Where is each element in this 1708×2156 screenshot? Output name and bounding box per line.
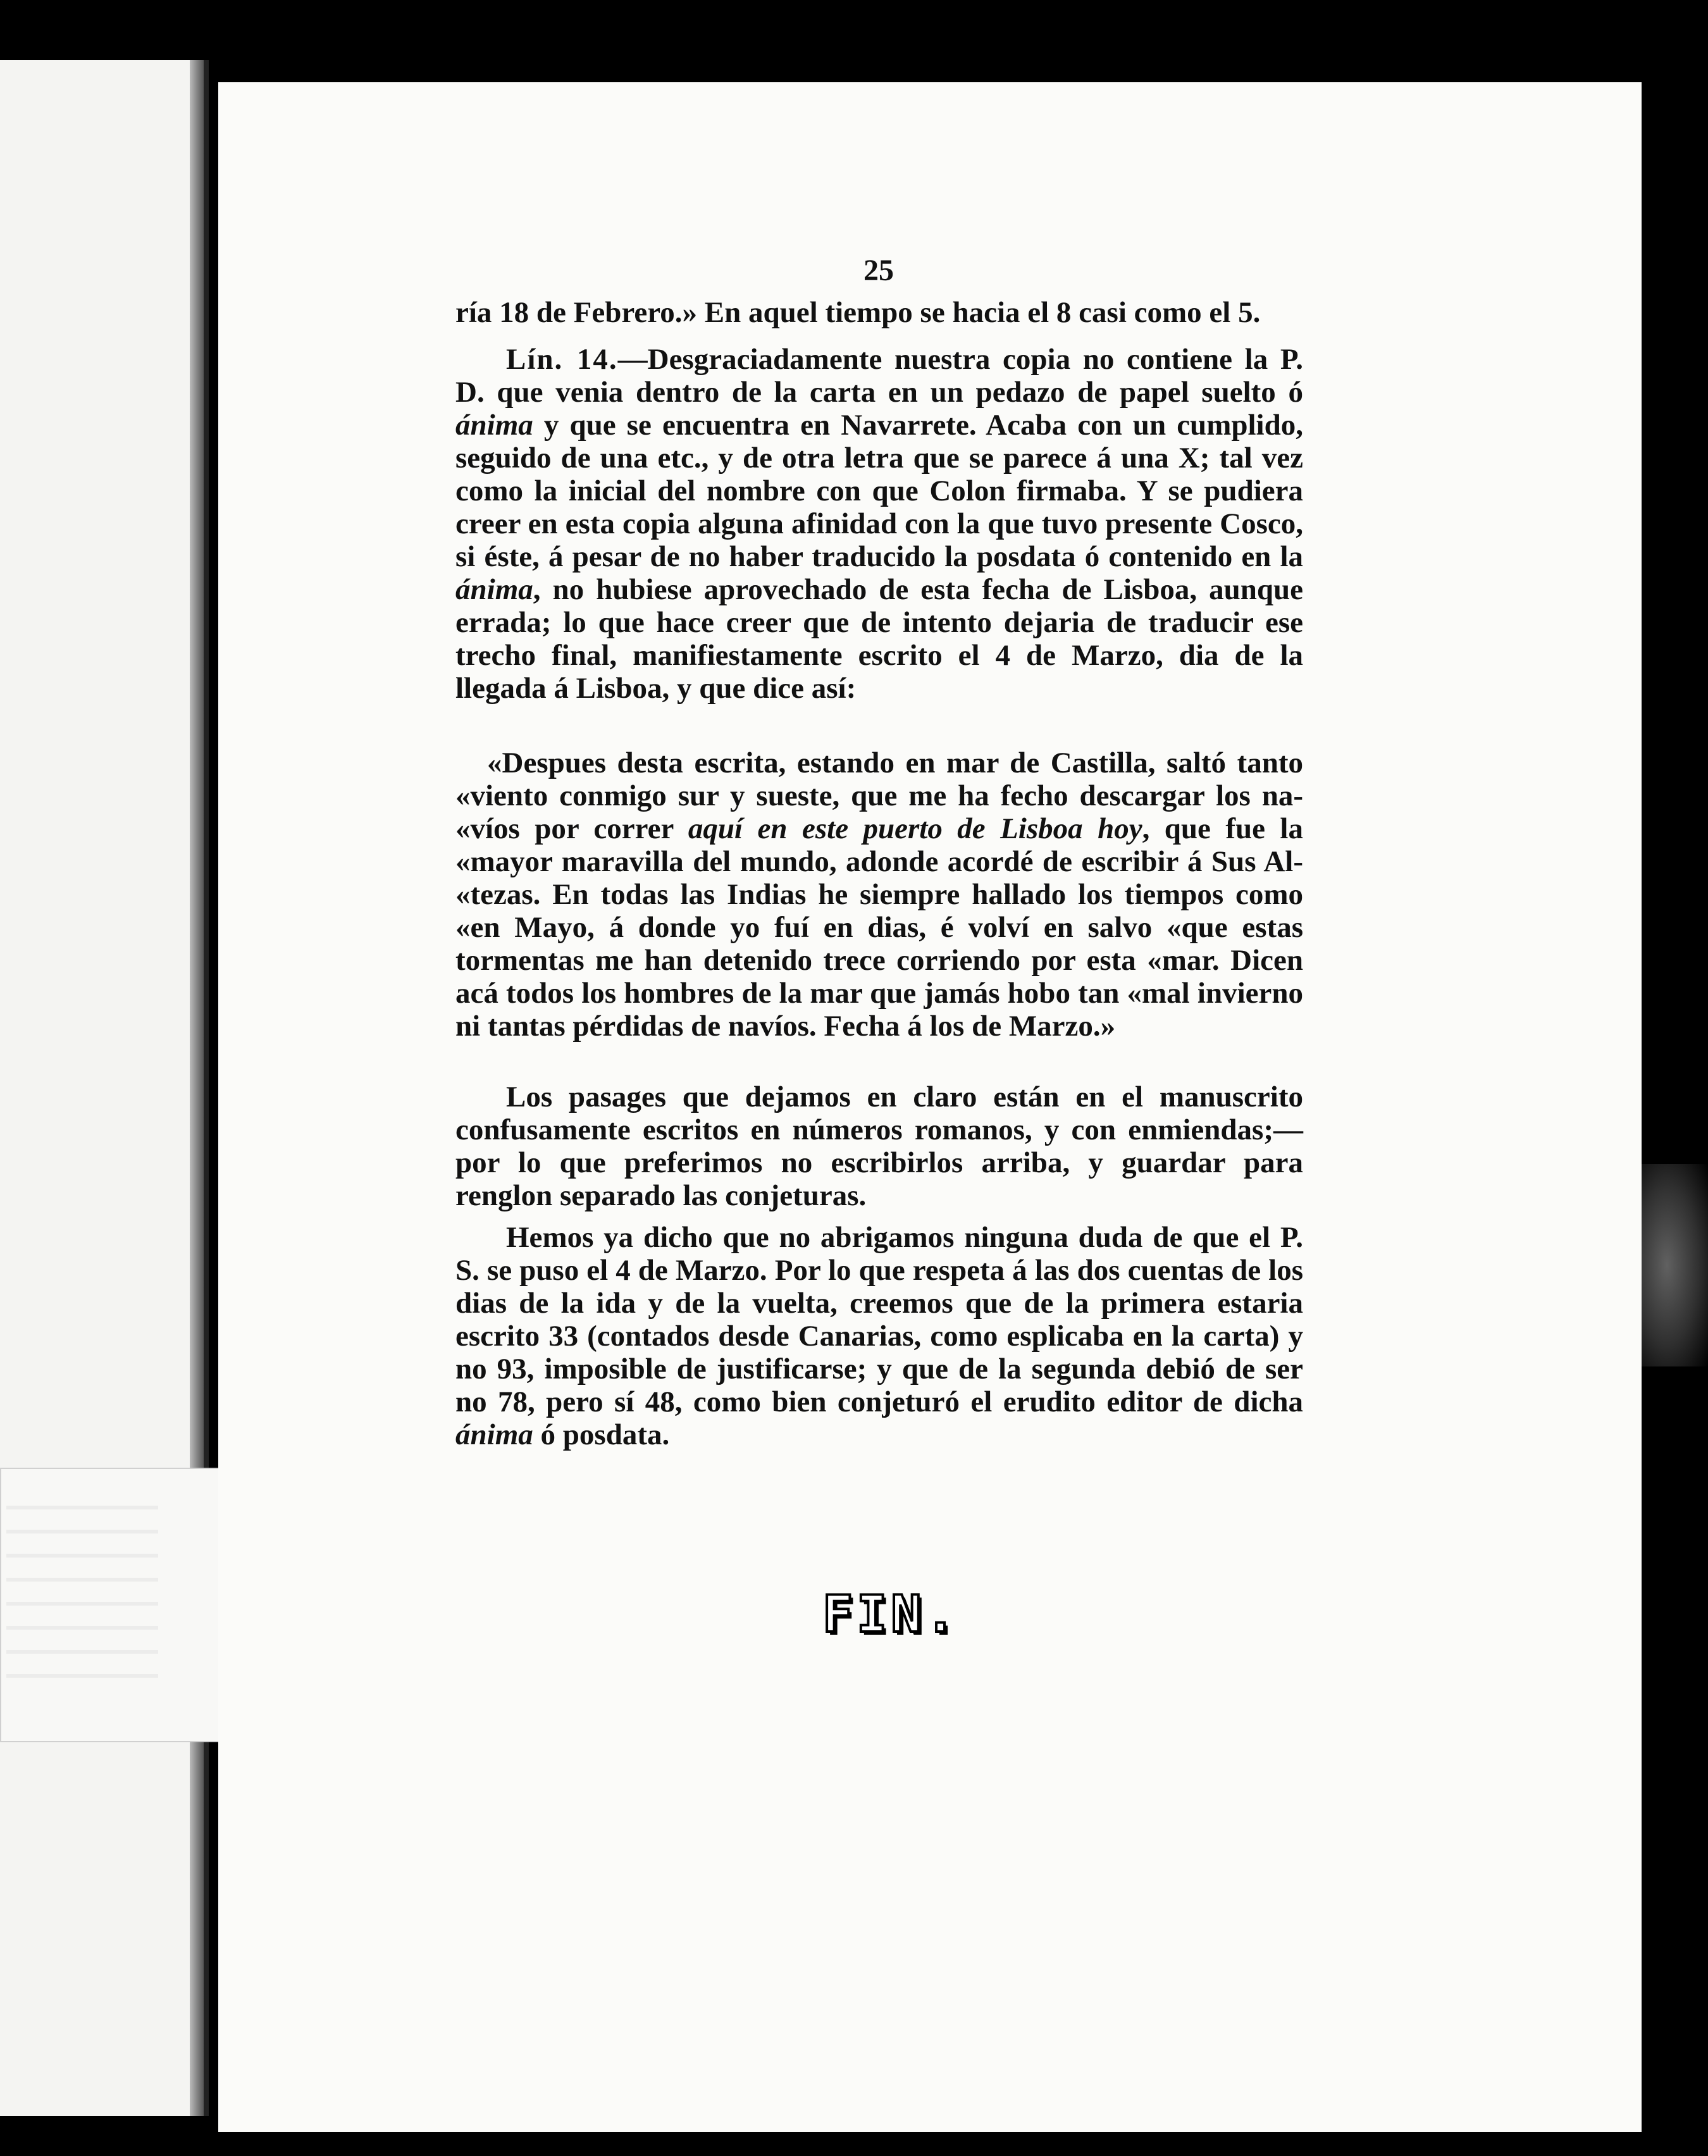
slip-faint-text	[6, 1506, 158, 1695]
paragraph-hemos	[455, 1221, 1303, 1451]
hemos-italic: ánima	[455, 1418, 533, 1451]
paragraph-lin14	[455, 343, 1303, 705]
hemos-end: ó posdata.	[533, 1418, 670, 1451]
quote-italic: aquí en este puerto de Lisboa hoy	[688, 812, 1142, 845]
paragraph-continuation: ría 18 de Febrero.» En aquel tiempo se hacia el 8 casi como el 5.	[455, 296, 1261, 329]
facing-page-edge	[0, 60, 209, 2116]
gutter-shadow	[190, 60, 204, 2116]
lin14-anima-2: ánima	[455, 573, 533, 606]
scan-right-margin	[1657, 0, 1708, 2156]
quote-part-2: , que fue la «mayor maravilla del mundo, adonde acordé de escribir á Sus Al- «tezas. En todas las Indias he siempre hallado los tiempos como «en Mayo, á donde yo fuí en dias, é volví en salvo «que estas tormentas me han detenido trece corriendo por esta «mar. Dicen acá todos los hombres de la mar que jamás hobo tan «mal invierno ni tantas pérdidas de navíos. Fecha á los de Marzo.»	[455, 812, 1303, 1043]
lin14-intro: —Desgraciadamente nuestra copia no contiene la P. D. que venia dentro de la carta en un pedazo de papel suelto ó	[455, 343, 1303, 409]
quoted-postscript	[455, 747, 1303, 1043]
lin14-anima-1: ánima	[455, 409, 533, 442]
paragraph-pasages: Los pasages que dejamos en claro están en el manuscrito confusamente escritos en números romanos, y con enmiendas;—por lo que preferimos no escribirlos arriba, y guardar para renglon separado las conjeturas.	[455, 1081, 1303, 1212]
page-number: 25	[863, 254, 894, 287]
line-reference-heading: Lín. 14.	[506, 343, 618, 376]
quote-part-1: «Despues desta escrita, estando en mar de Castilla, saltó tanto «viento conmigo sur y sueste, que me ha fecho descargar los na- «víos por correr	[455, 747, 1303, 845]
hemos-text: Hemos ya dicho que no abrigamos ninguna duda de que el P. S. se puso el 4 de Marzo. Por lo que respeta á las dos cuentas de los dias de la ida y de la vuelta, creemos que de la primera estaria escrito 33 (contados desde Canarias, como esplicaba en la carta) y no 93, imposible de justificarse; y que de la segunda debió de ser no 78, pero sí 48, como bien conjeturó el erudito editor de dicha	[455, 1221, 1303, 1418]
lin14-end: , no hubiese aprovechado de esta fecha de Lisboa, aunque errada; lo que hace creer que de intento dejaria de traducir ese trecho final, manifiestamente escrito el 4 de Marzo, dia de la llegada á Lisboa, y que dice así:	[455, 573, 1303, 705]
lin14-mid: y que se encuentra en Navarrete. Acaba con un cumplido, seguido de una etc., y de otra letra que se parece á una X; tal vez como la inicial del nombre con que Colon firmaba. Y se pudiera creer en esta copia alguna afinidad con la que tuvo presente Cosco, si éste, á pesar de no haber traducido la posdata ó contenido en la	[455, 409, 1303, 573]
fin-ornament: FIN.	[822, 1585, 960, 1644]
page-body	[455, 296, 1303, 1451]
